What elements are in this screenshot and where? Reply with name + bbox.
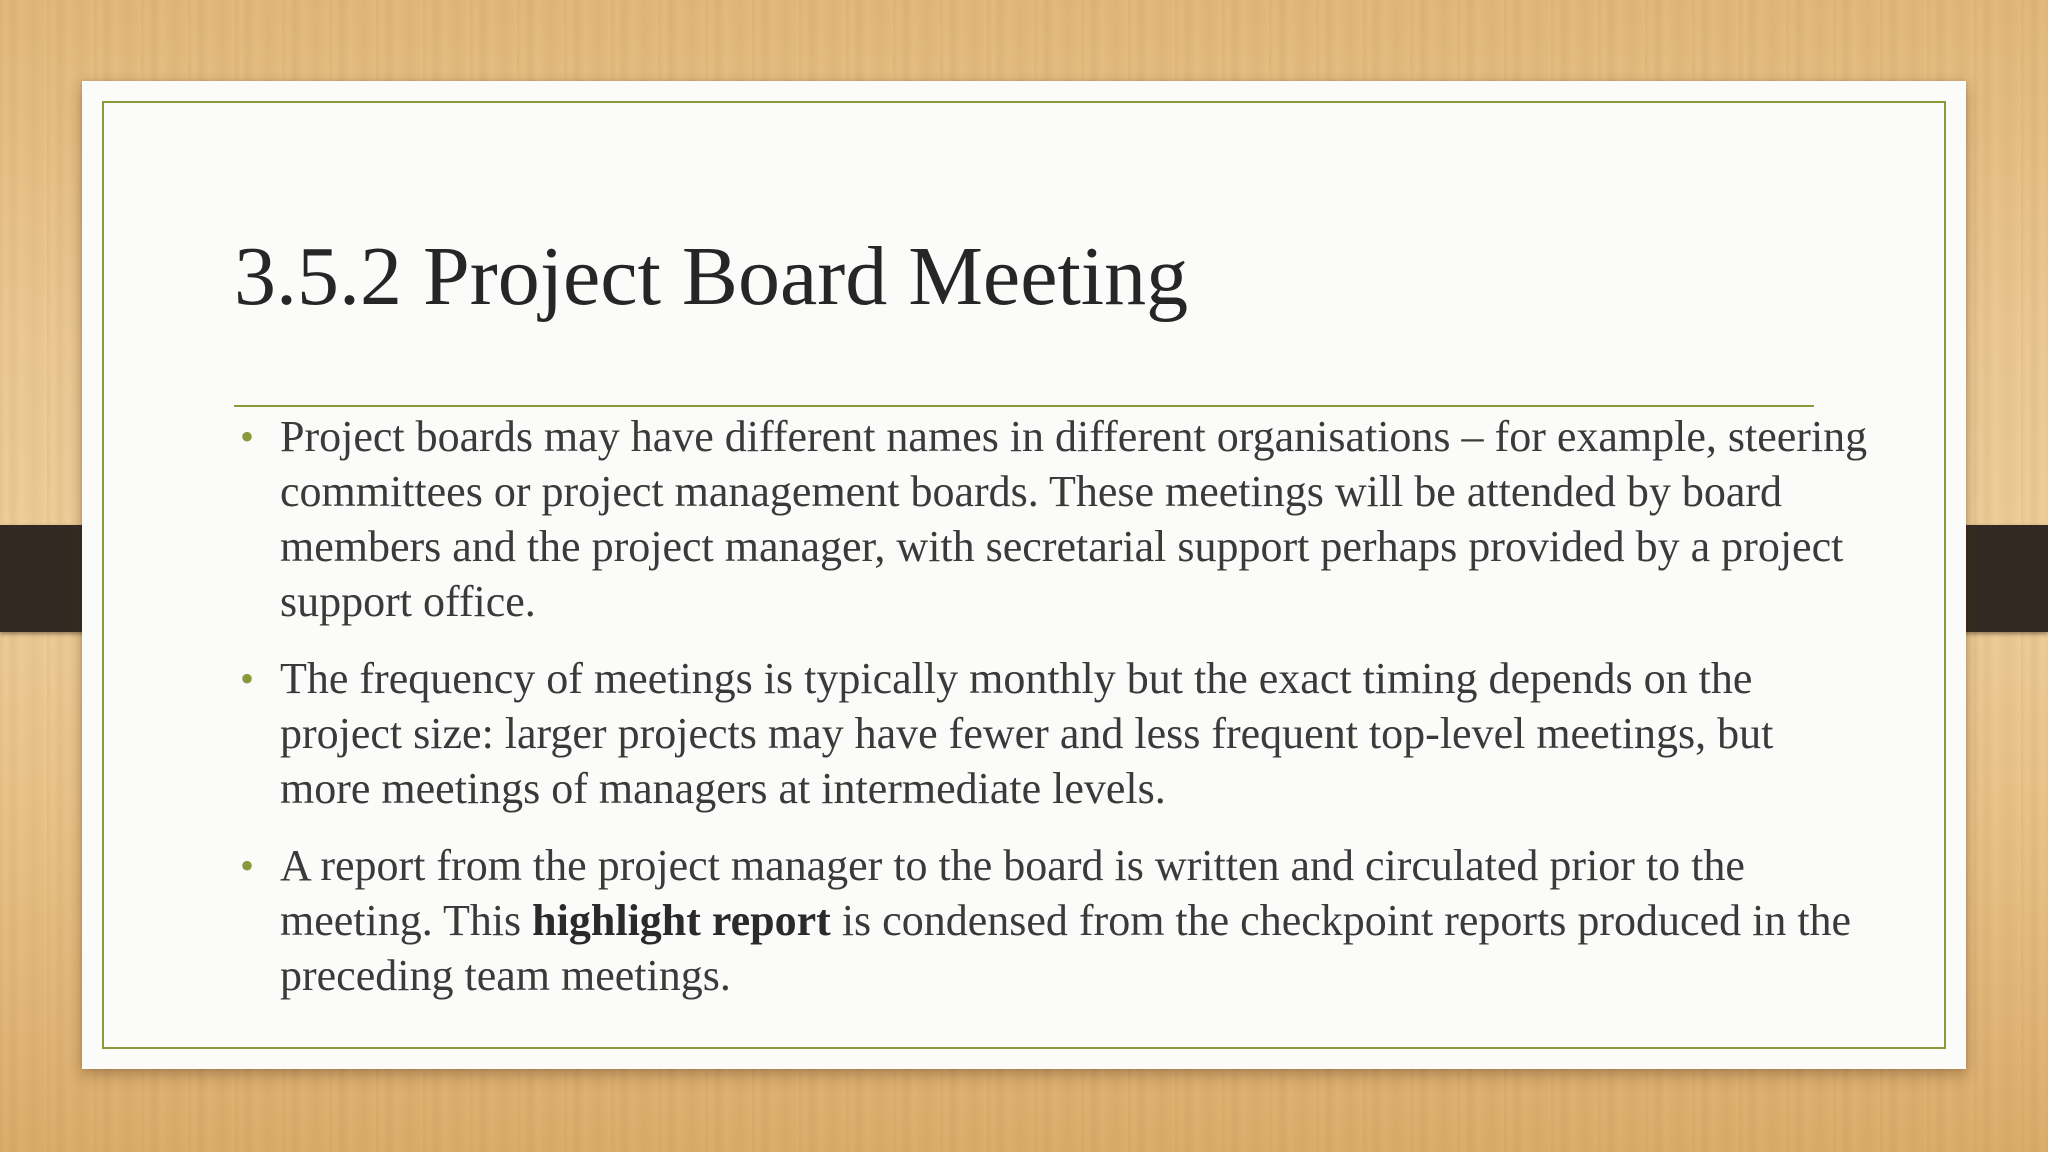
slide-title: 3.5.2 Project Board Meeting <box>234 230 1189 323</box>
highlight-report-term: highlight report <box>532 896 831 945</box>
bullet-text <box>280 838 1874 1003</box>
bullet-text-before: A report from the project manager to the board is written and circulated prior to the meeting. This <box>280 841 1745 945</box>
bullet-text: Project boards may have different names in different organisations – for example, steering committees or project management boards. These meetings will be attended by board members and the project manager, with secretarial support perhaps provided by a project support office. <box>280 412 1868 626</box>
bullet-text-after: is condensed from the checkpoint reports produced in the preceding team meetings. <box>280 896 1852 1000</box>
bullet-item-2 <box>234 651 1874 816</box>
bullet-item-1 <box>234 409 1874 629</box>
bullet-dot-icon: • <box>240 414 255 459</box>
bullet-dot-icon: • <box>240 843 255 888</box>
bullet-text: The frequency of meetings is typically monthly but the exact timing depends on the project size: larger projects may have fewer and less frequent top-level meetings, but more meetings of managers at intermediate levels. <box>280 654 1774 813</box>
title-divider <box>234 405 1814 407</box>
presentation-slide <box>82 81 1966 1069</box>
bullet-dot-icon: • <box>240 656 255 701</box>
bullet-item-3 <box>234 838 1874 1003</box>
bullet-list <box>234 409 1874 1025</box>
